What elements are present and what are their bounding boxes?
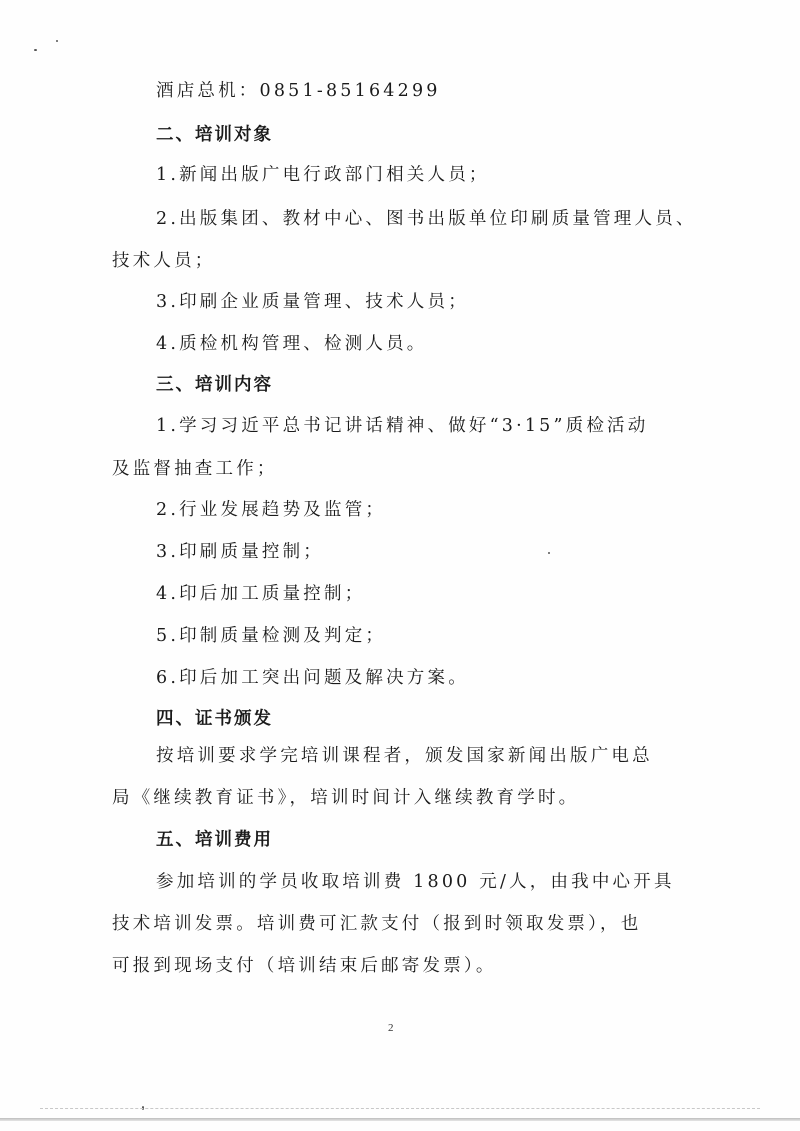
section-heading-training-content: 三、培训内容: [156, 375, 273, 395]
scan-edge-artifact: [40, 1108, 760, 1110]
scan-bottom-edge: [0, 1118, 800, 1121]
target-item-1: 1.新闻出版广电行政部门相关人员；: [156, 165, 490, 185]
page-number: 2: [388, 1022, 394, 1034]
content-item-5: 5.印制质量检测及判定；: [156, 626, 387, 646]
content-item-6: 6.印后加工突出问题及解决方案。: [156, 668, 469, 688]
section-heading-fees: 五、培训费用: [156, 830, 273, 850]
scan-speck: [56, 40, 58, 42]
fees-paragraph-cont-1: 技术培训发票。培训费可汇款支付（报到时领取发票），也: [112, 914, 642, 934]
section-heading-training-target: 二、培训对象: [156, 125, 273, 145]
content-item-3: 3.印刷质量控制；: [156, 542, 324, 562]
certificate-paragraph: 按培训要求学完培训课程者，颁发国家新闻出版广电总: [156, 746, 653, 766]
content-item-1-cont: 及监督抽查工作；: [112, 459, 278, 479]
target-item-2-cont: 技术人员；: [112, 251, 216, 271]
content-item-2: 2.行业发展趋势及监管；: [156, 500, 387, 520]
scan-speck: [34, 49, 37, 51]
target-item-2: 2.出版集团、教材中心、图书出版单位印刷质量管理人员、: [156, 209, 697, 229]
content-item-4: 4.印后加工质量控制；: [156, 584, 366, 604]
scan-speck: [548, 552, 550, 554]
fees-paragraph-cont-2: 可报到现场支付（培训结束后邮寄发票）。: [112, 956, 497, 976]
hotel-phone-line: 酒店总机：0851-85164299: [156, 81, 441, 101]
certificate-paragraph-cont: 局《继续教育证书》，培训时间计入继续教育学时。: [112, 788, 580, 808]
fees-paragraph: 参加培训的学员收取培训费 1800 元/人，由我中心开具: [156, 872, 675, 892]
content-item-1: 1.学习习近平总书记讲话精神、做好“3·15”质检活动: [156, 416, 649, 436]
target-item-4: 4.质检机构管理、检测人员。: [156, 334, 428, 354]
target-item-3: 3.印刷企业质量管理、技术人员；: [156, 292, 469, 312]
section-heading-certificate: 四、证书颁发: [156, 709, 273, 729]
